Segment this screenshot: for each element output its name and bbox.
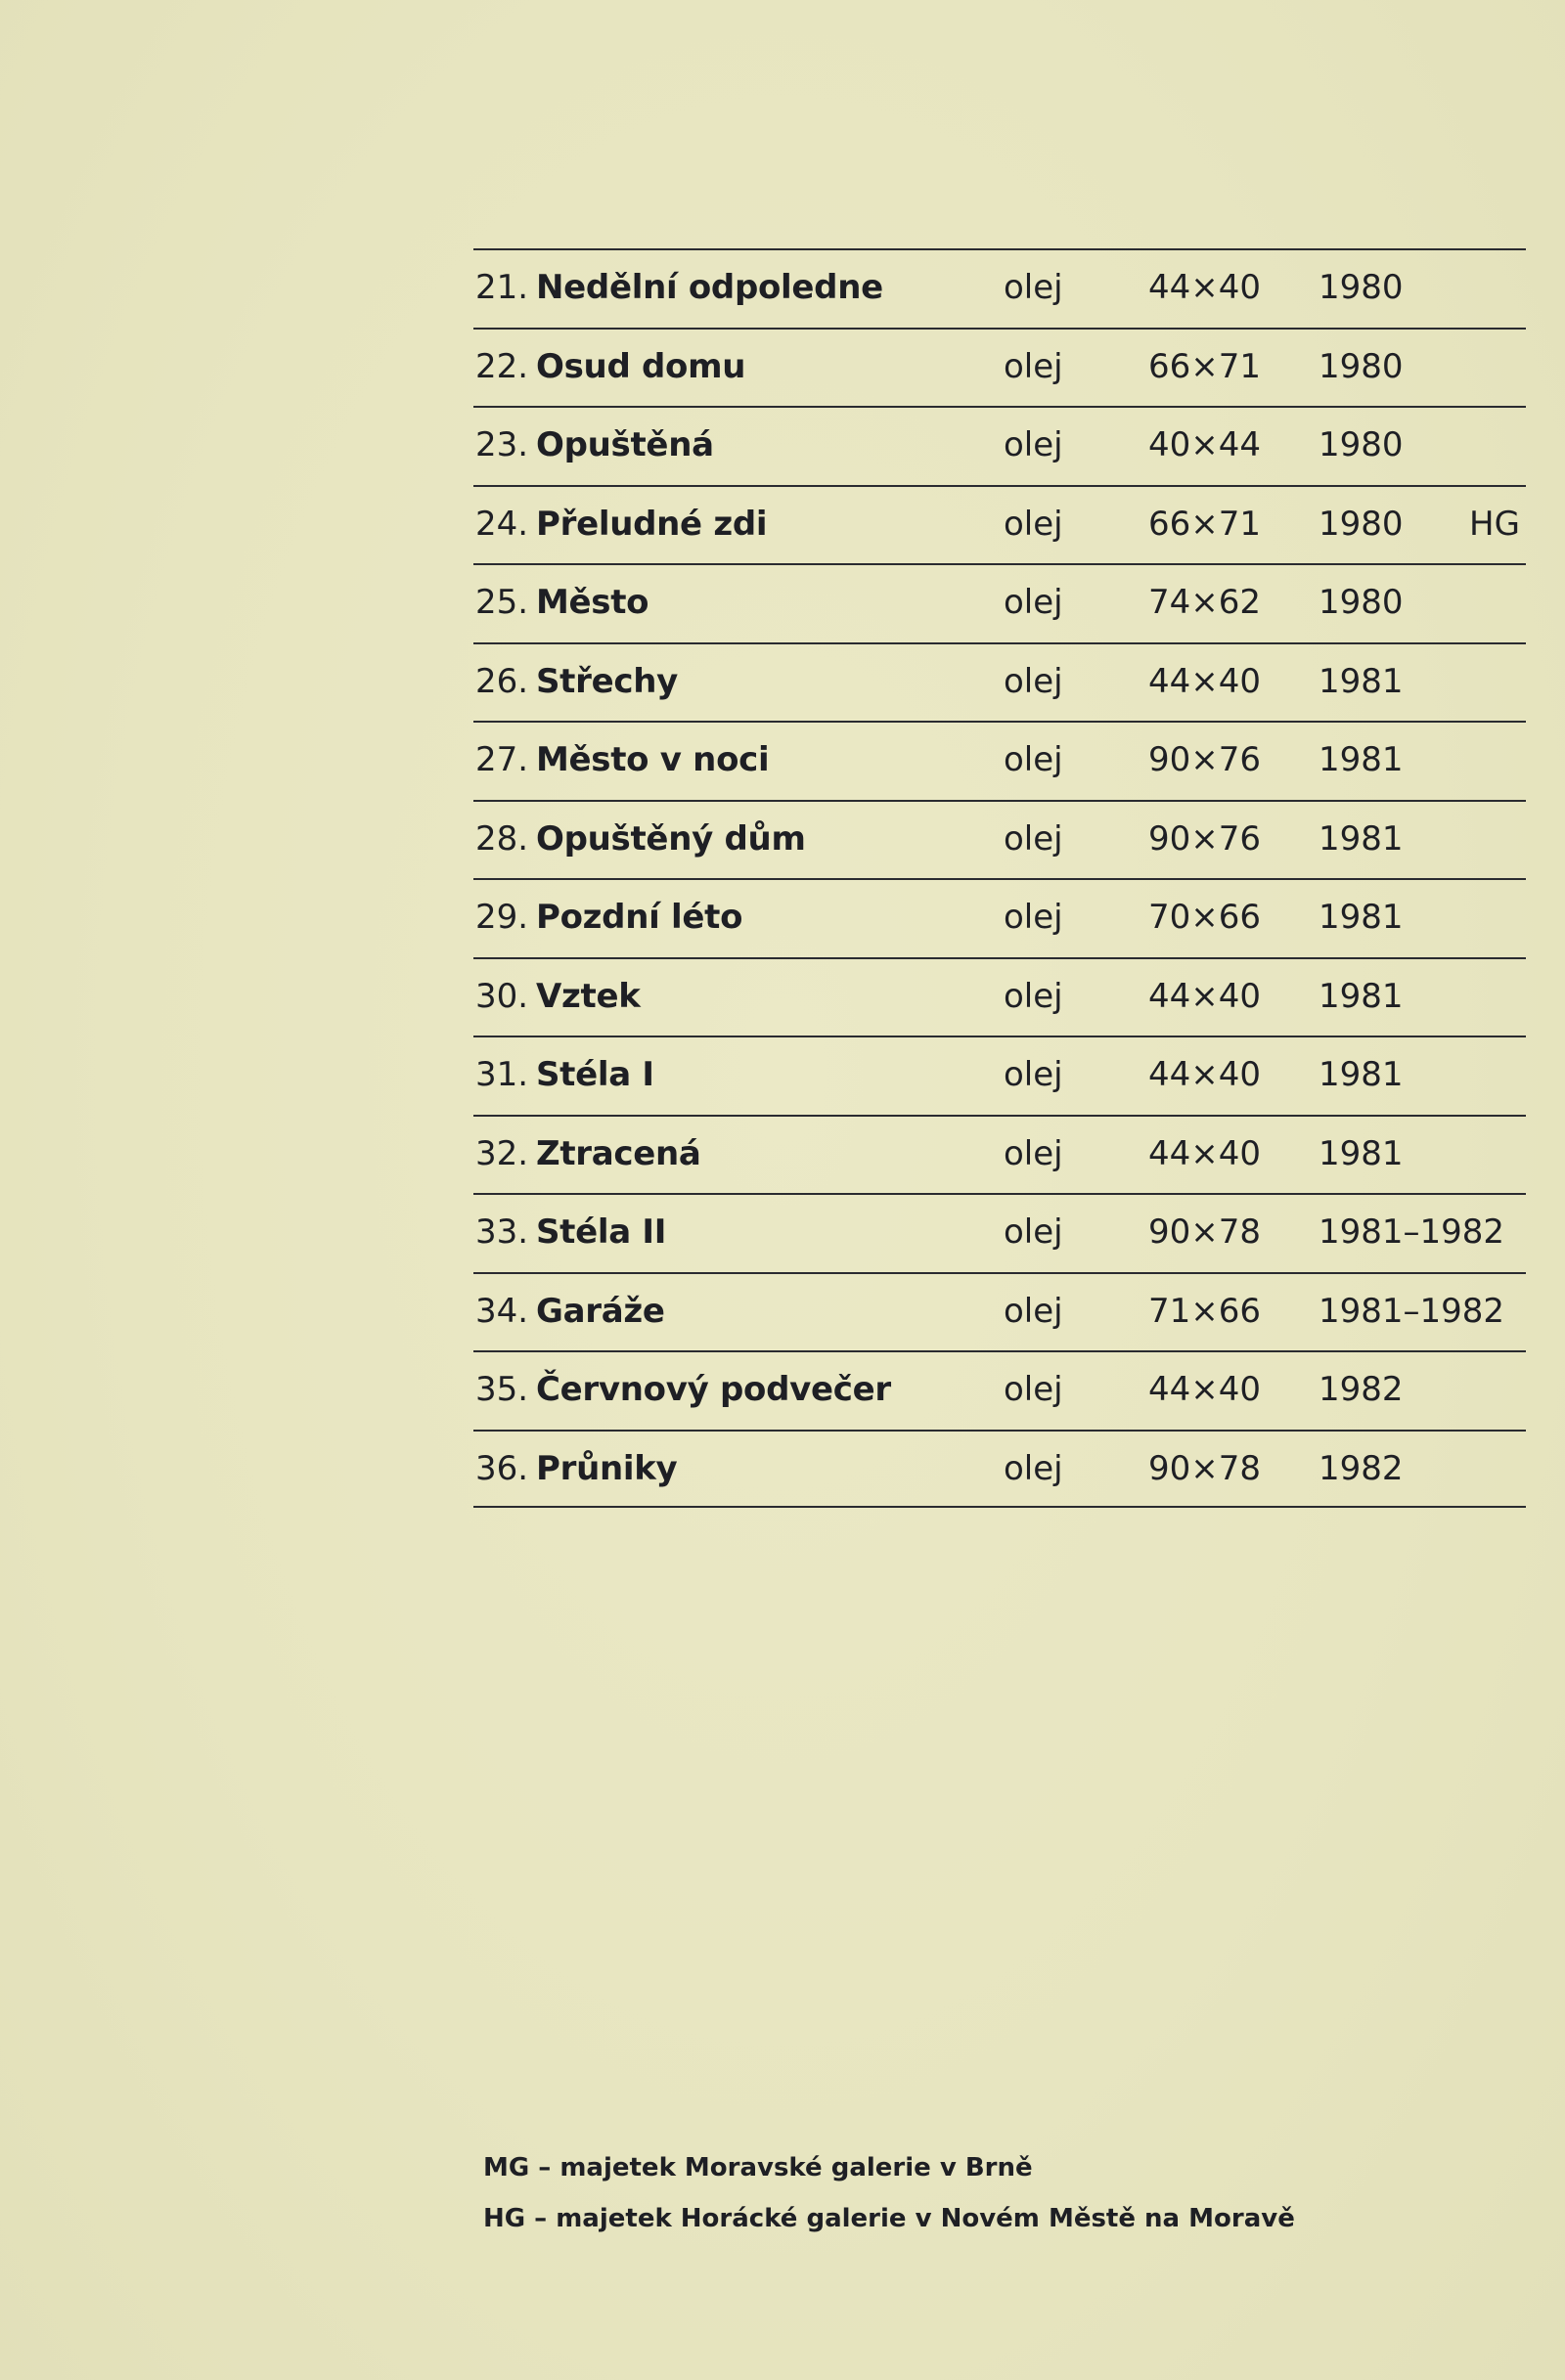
item-number: 31. <box>475 1055 529 1094</box>
item-year: 1982 <box>1319 1370 1404 1409</box>
item-title: Pozdní léto <box>536 898 743 937</box>
item-size: 44×40 <box>1148 268 1262 307</box>
list-item <box>473 248 1526 328</box>
item-year: 1981 <box>1319 976 1404 1016</box>
list-item <box>473 957 1526 1036</box>
list-item <box>473 406 1526 485</box>
list-item <box>473 485 1526 564</box>
item-medium: olej <box>1004 898 1063 937</box>
artwork-list <box>473 248 1526 1508</box>
item-title: Opuštěný dům <box>536 818 806 859</box>
item-medium: olej <box>1004 740 1063 779</box>
item-number: 25. <box>475 583 529 622</box>
item-medium: olej <box>1004 425 1063 464</box>
item-medium: olej <box>1004 1370 1063 1409</box>
footnote-mg: MG – majetek Moravské galerie v Brně <box>483 2153 1033 2182</box>
item-year: 1980 <box>1319 583 1404 622</box>
item-number: 30. <box>475 976 529 1016</box>
item-size: 90×76 <box>1148 818 1262 859</box>
item-size: 74×62 <box>1148 583 1262 622</box>
list-item <box>473 1350 1526 1430</box>
item-title: Stéla I <box>536 1055 654 1094</box>
item-number: 32. <box>475 1133 529 1173</box>
item-number: 28. <box>475 818 529 859</box>
item-title: Stéla II <box>536 1212 667 1252</box>
list-item <box>473 1272 1526 1351</box>
item-number: 29. <box>475 898 529 937</box>
item-size: 90×76 <box>1148 740 1262 779</box>
item-medium: olej <box>1004 1133 1063 1173</box>
item-medium: olej <box>1004 583 1063 622</box>
item-size: 40×44 <box>1148 425 1262 464</box>
item-medium: olej <box>1004 818 1063 859</box>
item-medium: olej <box>1004 346 1063 386</box>
item-year: 1981–1982 <box>1319 1212 1505 1252</box>
item-number: 36. <box>475 1448 529 1488</box>
list-item <box>473 563 1526 642</box>
item-number: 35. <box>475 1370 529 1409</box>
item-title: Červnový podvečer <box>536 1370 891 1409</box>
list-item <box>473 800 1526 879</box>
list-item <box>473 1430 1526 1509</box>
item-medium: olej <box>1004 661 1063 701</box>
item-title: Přeludné zdi <box>536 504 768 544</box>
list-item <box>473 1115 1526 1194</box>
item-title: Město <box>536 583 649 622</box>
list-item <box>473 721 1526 800</box>
item-size: 90×78 <box>1148 1212 1262 1252</box>
item-owner: HG <box>1469 504 1520 544</box>
item-number: 21. <box>475 268 529 307</box>
item-number: 27. <box>475 740 529 779</box>
item-size: 44×40 <box>1148 976 1262 1016</box>
item-title: Průniky <box>536 1448 678 1488</box>
list-item <box>473 642 1526 722</box>
item-year: 1981 <box>1319 1133 1404 1173</box>
item-year: 1980 <box>1319 268 1404 307</box>
item-title: Město v noci <box>536 740 770 779</box>
item-size: 44×40 <box>1148 661 1262 701</box>
item-size: 90×78 <box>1148 1448 1262 1488</box>
item-title: Osud domu <box>536 346 746 386</box>
item-size: 66×71 <box>1148 346 1262 386</box>
item-size: 71×66 <box>1148 1291 1262 1331</box>
item-year: 1981–1982 <box>1319 1291 1505 1331</box>
footnotes <box>483 2151 1461 2253</box>
item-size: 44×40 <box>1148 1133 1262 1173</box>
item-year: 1981 <box>1319 740 1404 779</box>
item-medium: olej <box>1004 976 1063 1016</box>
item-year: 1981 <box>1319 818 1404 859</box>
item-year: 1980 <box>1319 504 1404 544</box>
item-medium: olej <box>1004 1291 1063 1331</box>
item-medium: olej <box>1004 1055 1063 1094</box>
item-title: Garáže <box>536 1291 665 1331</box>
item-number: 22. <box>475 346 529 386</box>
list-item <box>473 328 1526 407</box>
footnote-hg: HG – majetek Horácké galerie v Novém Městě na Moravě <box>483 2204 1295 2233</box>
item-medium: olej <box>1004 1212 1063 1252</box>
item-medium: olej <box>1004 1448 1063 1488</box>
list-item <box>473 1036 1526 1115</box>
item-year: 1982 <box>1319 1448 1404 1488</box>
item-title: Ztracená <box>536 1133 701 1173</box>
item-number: 26. <box>475 661 529 701</box>
item-title: Opuštěná <box>536 425 714 464</box>
item-number: 24. <box>475 504 529 544</box>
item-year: 1981 <box>1319 1055 1404 1094</box>
item-year: 1981 <box>1319 898 1404 937</box>
item-size: 66×71 <box>1148 504 1262 544</box>
item-number: 23. <box>475 425 529 464</box>
item-size: 44×40 <box>1148 1055 1262 1094</box>
item-year: 1980 <box>1319 425 1404 464</box>
item-size: 44×40 <box>1148 1370 1262 1409</box>
item-number: 34. <box>475 1291 529 1331</box>
item-title: Střechy <box>536 661 678 701</box>
list-item <box>473 878 1526 957</box>
item-title: Vztek <box>536 976 641 1016</box>
list-item <box>473 1193 1526 1272</box>
item-title: Nedělní odpoledne <box>536 268 883 307</box>
item-size: 70×66 <box>1148 898 1262 937</box>
item-medium: olej <box>1004 268 1063 307</box>
item-year: 1981 <box>1319 661 1404 701</box>
item-year: 1980 <box>1319 346 1404 386</box>
item-number: 33. <box>475 1212 529 1252</box>
item-medium: olej <box>1004 504 1063 544</box>
